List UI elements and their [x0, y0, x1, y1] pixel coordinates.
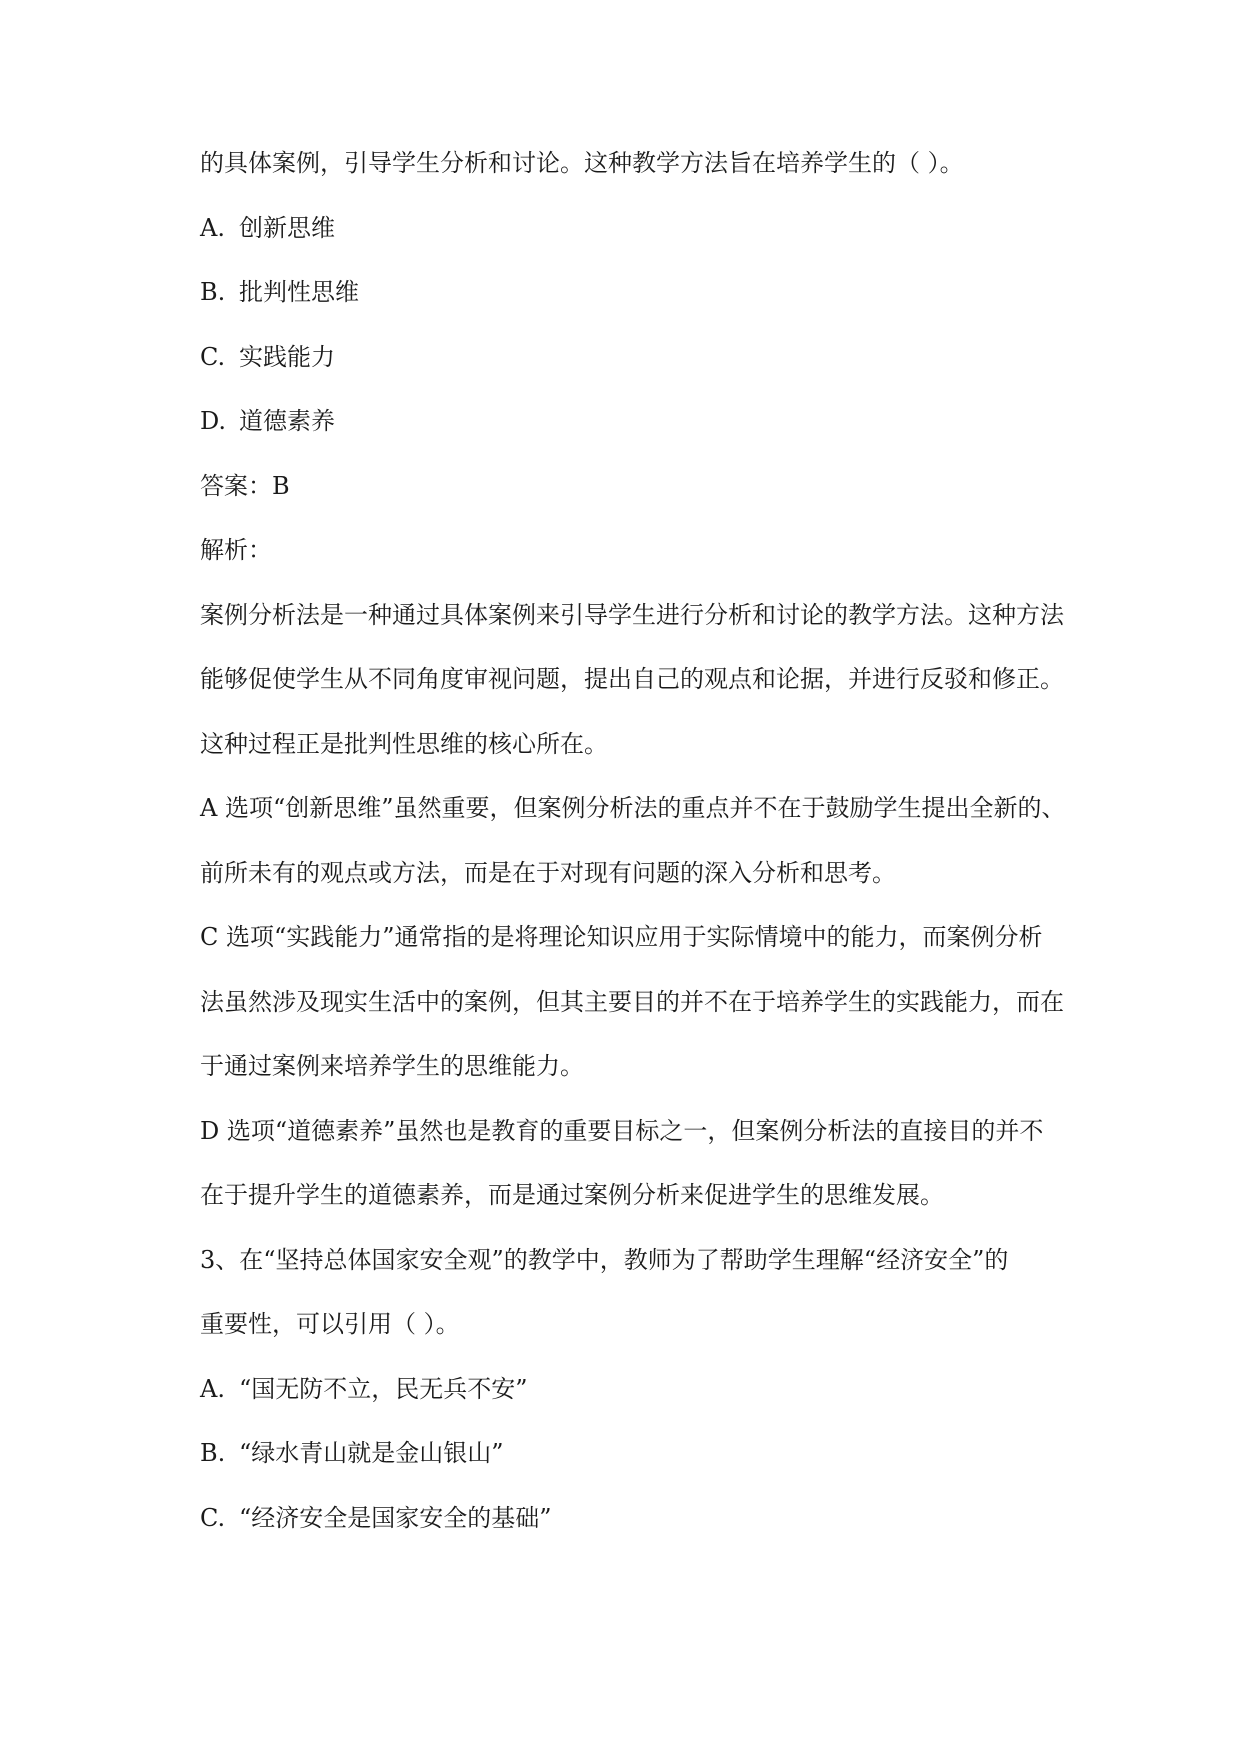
analysis-line: 前所未有的观点或方法，而是在于对现有问题的深入分析和思考。: [200, 858, 896, 887]
option-label: A.: [200, 213, 225, 242]
option-label: B.: [200, 278, 226, 306]
question-3-option-a: [200, 1374, 1100, 1404]
analysis-line: C 选项“实践能力”通常指的是将理论知识应用于实际情境中的能力，而案例分析: [200, 923, 1043, 951]
question-2-option-a: [200, 213, 1100, 243]
question-3-stem: 重要性，可以引用（ ）。: [200, 1310, 460, 1338]
analysis-line: D 选项“道德素养”虽然也是教育的重要目标之一，但案例分析法的直接目的并不: [200, 1116, 1044, 1145]
option-text: “经济安全是国家安全的基础”: [239, 1503, 552, 1532]
question-3-option-b: [200, 1438, 1100, 1468]
analysis-line: 能够促使学生从不同角度审视问题，提出自己的观点和论据，并进行反驳和修正。: [200, 665, 1064, 693]
option-text: “国无防不立，民无兵不安”: [239, 1374, 528, 1403]
option-text: “绿水青山就是金山银山”: [239, 1439, 504, 1467]
option-label: C.: [200, 342, 226, 371]
question-3-stem: 3、在“坚持总体国家安全观”的教学中，教师为了帮助学生理解“经济安全”的: [200, 1245, 1009, 1274]
question-2-stem-tail: 的具体案例，引导学生分析和讨论。这种教学方法旨在培养学生的（ ）。: [200, 149, 964, 177]
option-label: D.: [200, 407, 227, 435]
option-text: 批判性思维: [239, 278, 359, 306]
question-2-answer: 答案：B: [200, 471, 290, 500]
document-body: [200, 148, 1100, 1567]
analysis-line: A 选项“创新思维”虽然重要，但案例分析法的重点并不在于鼓励学生提出全新的、: [200, 794, 1066, 822]
question-2-analysis-heading: 解析：: [200, 536, 272, 564]
analysis-line: 于通过案例来培养学生的思维能力。: [200, 1052, 584, 1080]
option-text: 道德素养: [239, 407, 335, 435]
analysis-line: 这种过程正是批判性思维的核心所在。: [200, 729, 608, 758]
analysis-line: 案例分析法是一种通过具体案例来引导学生进行分析和讨论的教学方法。这种方法: [200, 600, 1064, 629]
option-label: C.: [200, 1503, 226, 1532]
question-2-option-b: [200, 277, 1100, 307]
option-text: 实践能力: [239, 342, 335, 371]
question-2-option-c: [200, 342, 1100, 372]
question-2-option-d: [200, 406, 1100, 436]
analysis-line: 法虽然涉及现实生活中的案例，但其主要目的并不在于培养学生的实践能力，而在: [200, 987, 1064, 1016]
option-label: B.: [200, 1439, 226, 1467]
option-label: A.: [200, 1374, 225, 1403]
question-3-option-c: [200, 1503, 1100, 1533]
analysis-line: 在于提升学生的道德素养，而是通过案例分析来促进学生的思维发展。: [200, 1181, 944, 1209]
option-text: 创新思维: [239, 213, 335, 242]
